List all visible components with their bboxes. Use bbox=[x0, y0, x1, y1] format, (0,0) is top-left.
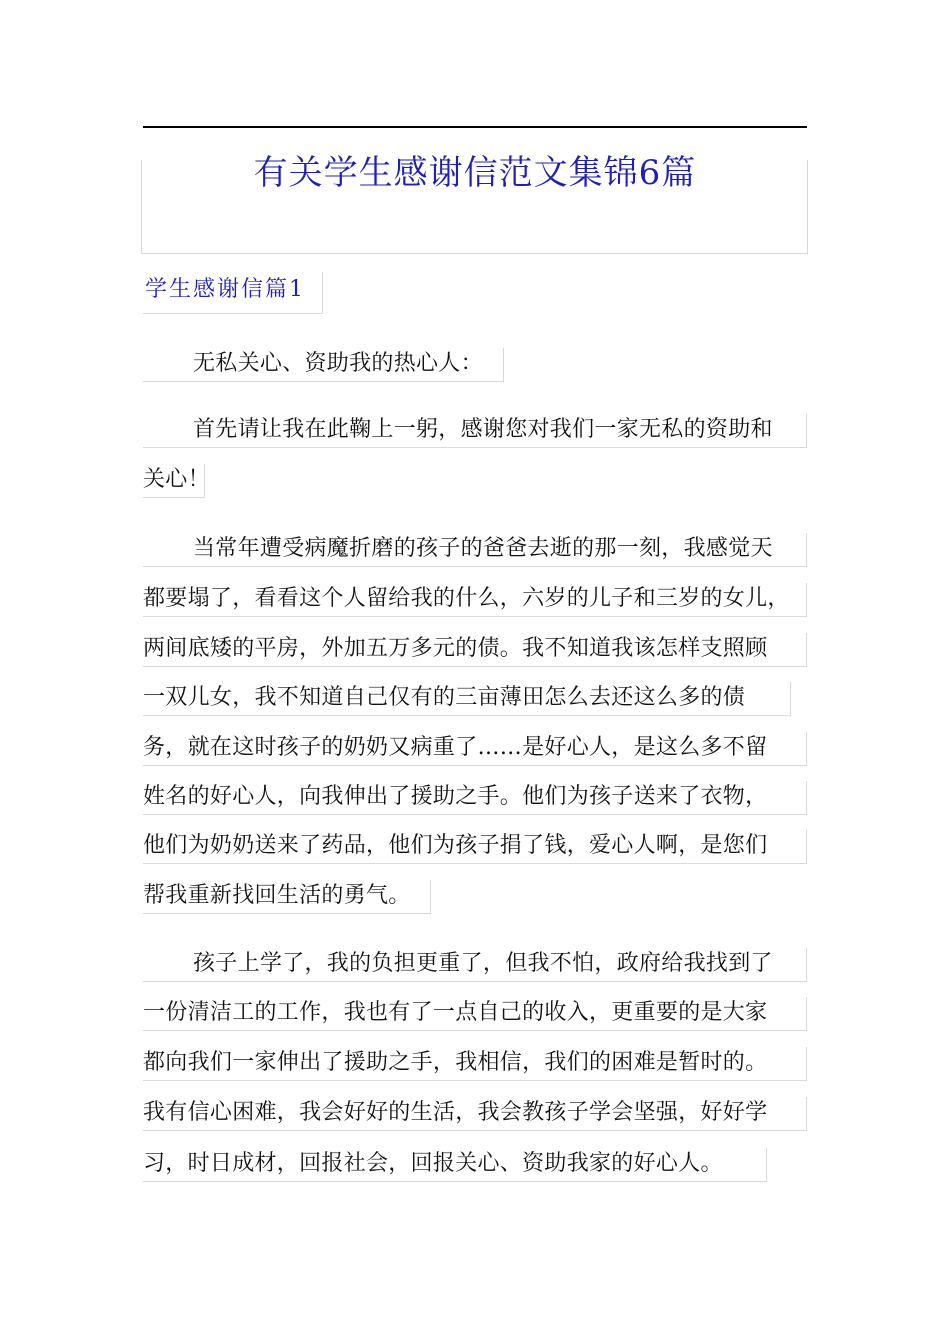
paragraph-2-line: 务，就在这时孩子的奶奶又病重了……是好心人，是这么多不留 bbox=[143, 732, 807, 766]
paragraph-2-line: 姓名的好心人，向我伸出了援助之手。他们为孩子送来了衣物， bbox=[143, 781, 807, 815]
paragraph-2-line: 他们为奶奶送来了药品，他们为孩子捐了钱，爱心人啊，是您们 bbox=[143, 830, 807, 864]
paragraph-3-line: 都向我们一家伸出了援助之手，我相信，我们的困难是暂时的。 bbox=[143, 1047, 807, 1081]
paragraph-1-line: 关心！ bbox=[143, 464, 205, 498]
greeting-line: 无私关心、资助我的热心人： bbox=[143, 348, 504, 382]
paragraph-2-line: 两间底矮的平房，外加五万多元的债。我不知道我该怎样支照顾 bbox=[143, 633, 807, 667]
paragraph-3-line: 一份清洁工的工作，我也有了一点自己的收入，更重要的是大家 bbox=[143, 997, 807, 1031]
section-heading: 学生感谢信篇1 bbox=[143, 272, 323, 314]
document-title: 有关学生感谢信范文集锦6篇 bbox=[253, 153, 697, 193]
paragraph-2-line: 当常年遭受病魔折磨的孩子的爸爸去逝的那一刻，我感觉天 bbox=[143, 533, 807, 567]
paragraph-3-line: 孩子上学了，我的负担更重了，但我不怕，政府给我找到了 bbox=[143, 948, 807, 982]
top-rule bbox=[143, 126, 807, 128]
paragraph-3-line: 我有信心困难，我会好好的生活，我会教孩子学会坚强，好好学 bbox=[143, 1097, 807, 1131]
paragraph-2-line: 都要塌了，看看这个人留给我的什么，六岁的儿子和三岁的女儿， bbox=[143, 583, 807, 617]
paragraph-2-line: 一双儿女，我不知道自己仅有的三亩薄田怎么去还这么多的债 bbox=[143, 682, 791, 716]
paragraph-3-line: 习，时日成材，回报社会，回报关心、资助我家的好心人。 bbox=[143, 1148, 767, 1182]
paragraph-1-line: 首先请让我在此鞠上一躬，感谢您对我们一家无私的资助和 bbox=[143, 414, 807, 448]
paragraph-2-line: 帮我重新找回生活的勇气。 bbox=[143, 880, 431, 914]
